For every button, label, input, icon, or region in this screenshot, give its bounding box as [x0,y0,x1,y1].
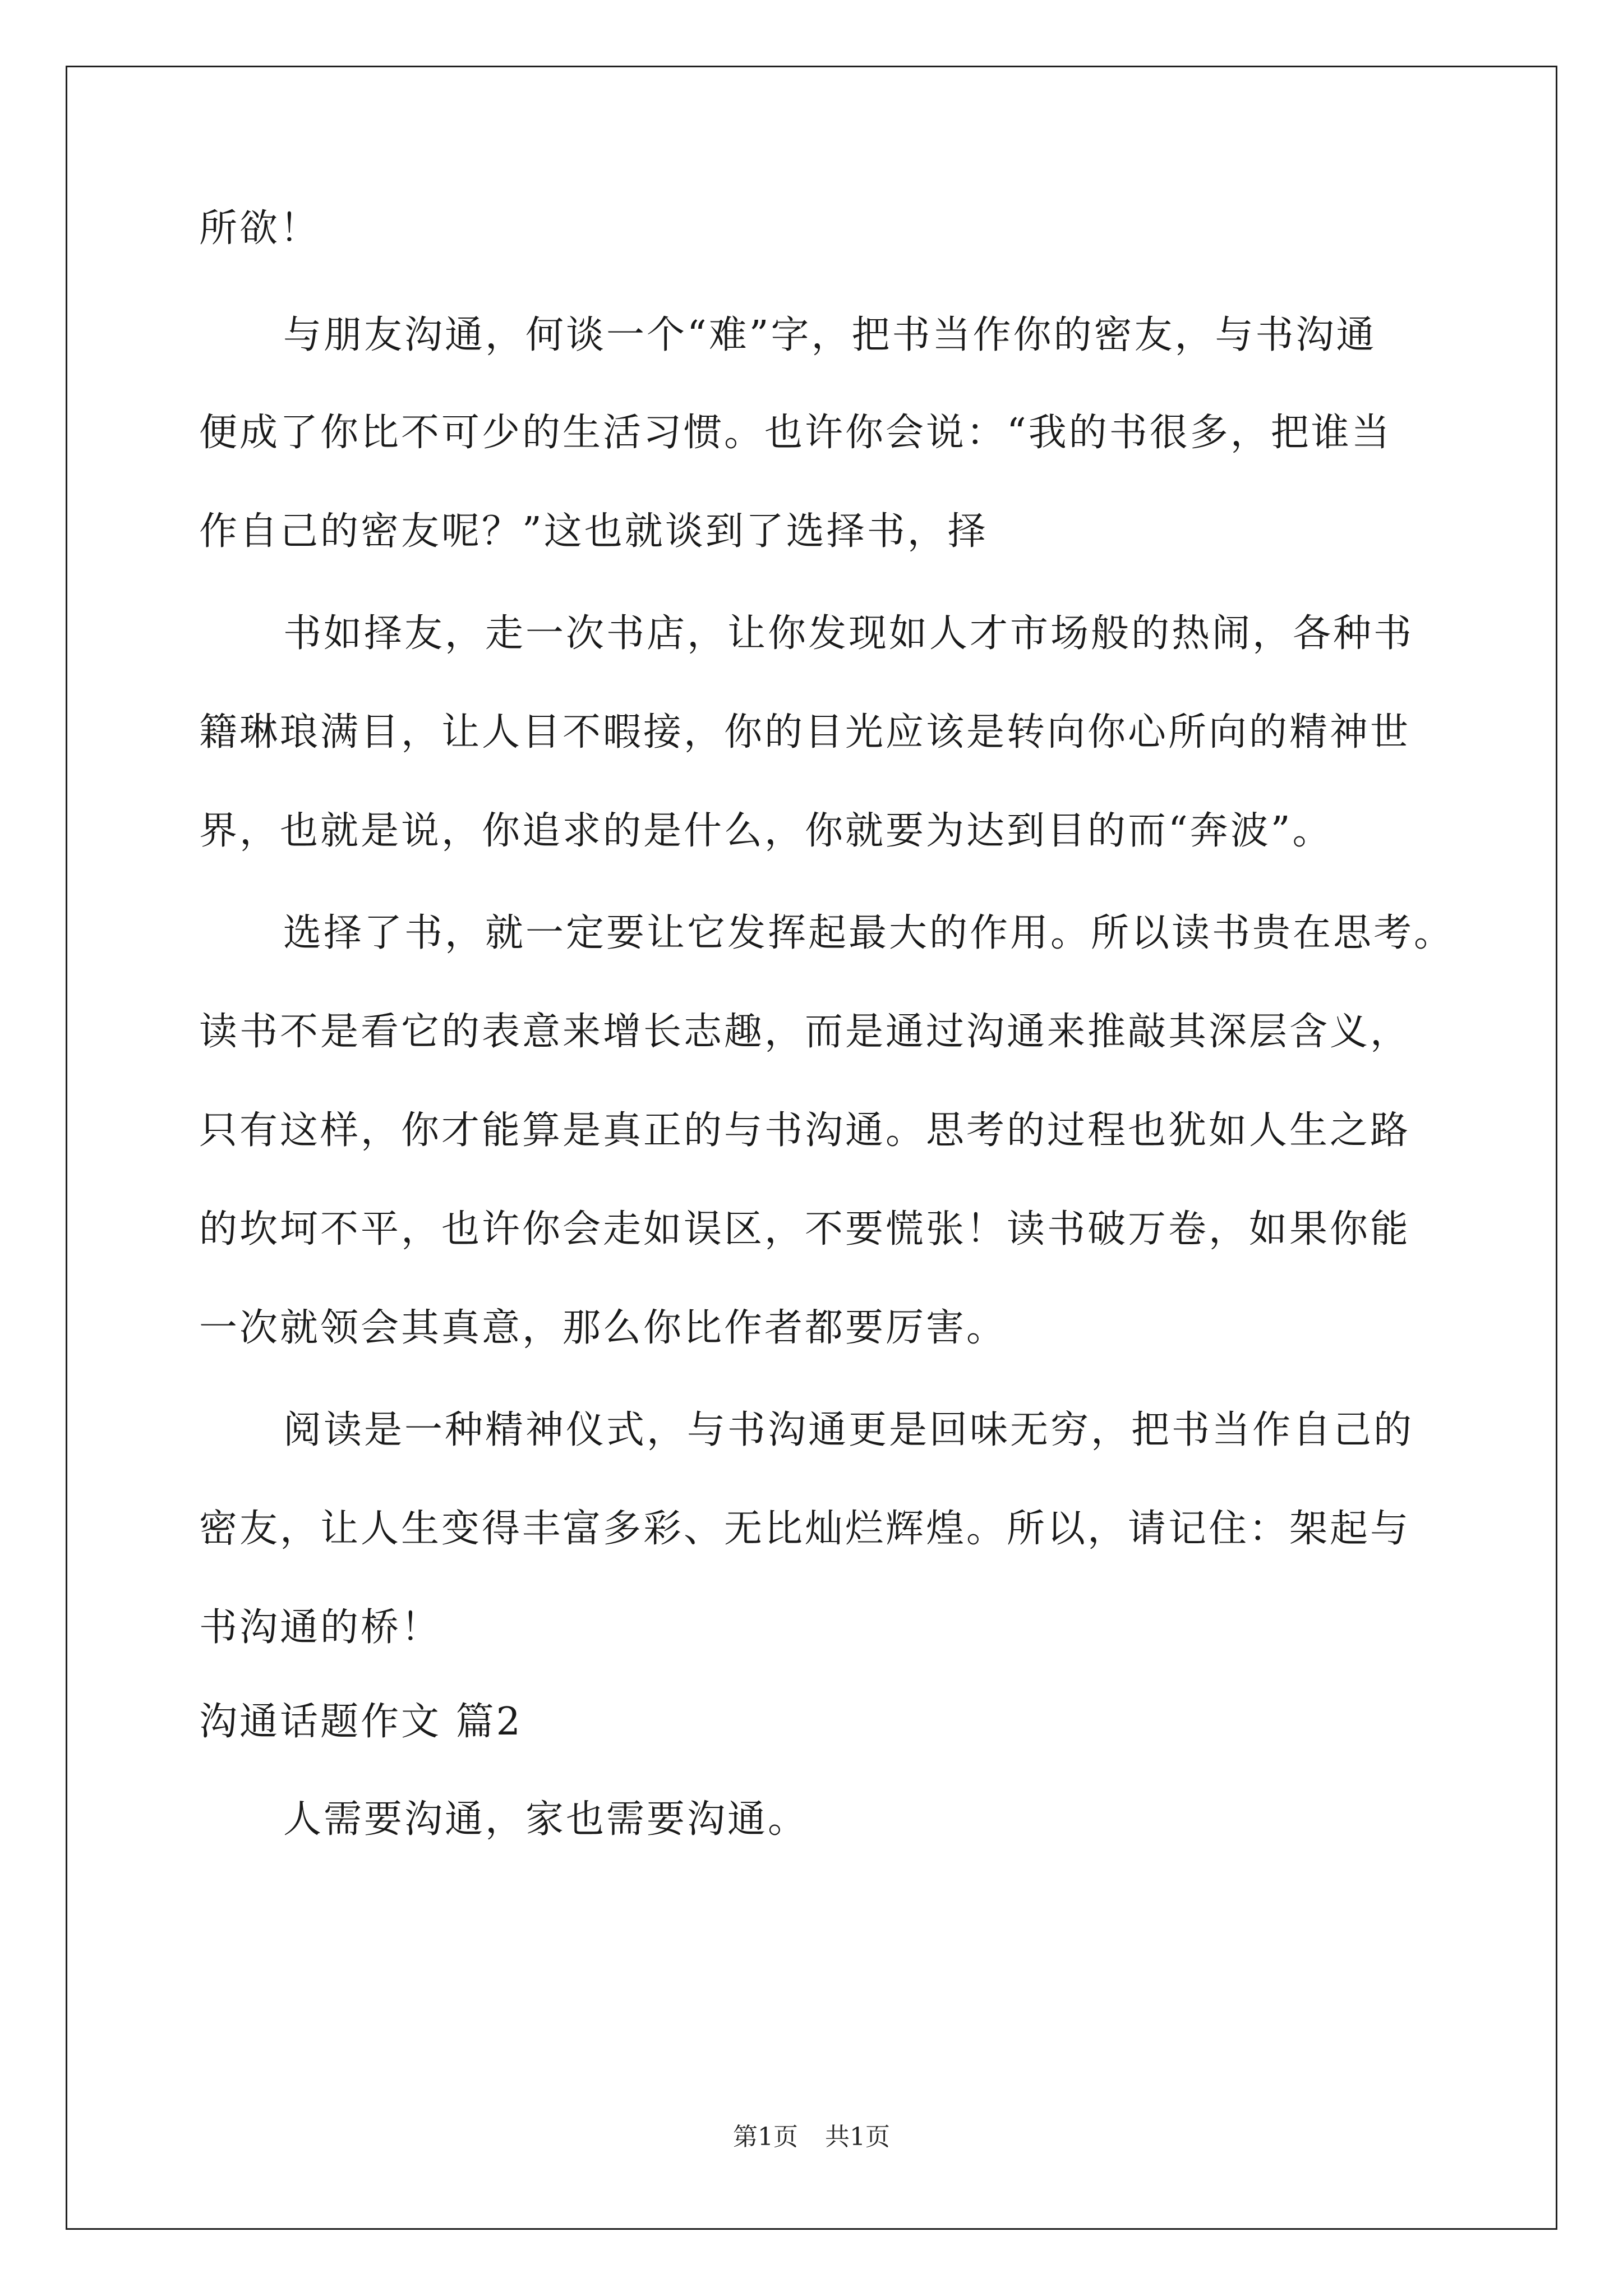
text-line-13 [199,1404,1467,1457]
text-line-8 [199,907,1467,960]
text-line-3: 便成了你比不可少的生活习惯。也许你会说：“我的书很多，把谁当 [199,411,1392,455]
document-body [199,202,1467,1847]
page-number-current: 第1页 [733,2123,798,2151]
paragraph-text: 与朋友沟通，何谈一个“难”字，把书当作你的密友，与书沟通 [283,313,1377,357]
page-number-total: 共1页 [825,2123,890,2151]
text-line-17 [199,1793,1467,1847]
page-footer [0,2120,1623,2154]
text-line-6: 籍琳琅满目，让人目不暇接，你的目光应该是转向你心所向的精神世 [199,710,1411,754]
text-line-7: 界，也就是说，你追求的是什么，你就要为达到目的而“奔波”。 [199,809,1333,853]
text-line-10: 只有这样，你才能算是真正的与书沟通。思考的过程也犹如人生之路 [199,1108,1411,1153]
paragraph-text: 选择了书，就一定要让它发挥起最大的作用。所以读书贵在思考。 [283,911,1455,955]
paragraph-text: 书如择友，走一次书店，让你发现如人才市场般的热闹，各种书 [283,611,1414,656]
text-line-11: 的坎坷不平，也许你会走如误区，不要慌张！读书破万卷，如果你能 [199,1207,1411,1251]
text-line-2 [199,309,1467,362]
text-line-4: 作自己的密友呢？”这也就谈到了选择书，择 [199,509,988,554]
text-line-9: 读书不是看它的表意来增长志趣，而是通过沟通来推敲其深层含义， [199,1010,1411,1054]
paragraph-text: 阅读是一种精神仪式，与书沟通更是回味无穷，把书当作自己的 [283,1408,1414,1452]
section-heading: 沟通话题作文 篇2 [199,1700,523,1744]
text-line-14: 密友，让人生变得丰富多彩、无比灿烂辉煌。所以，请记住：架起与 [199,1507,1411,1551]
paragraph-text: 人需要沟通，家也需要沟通。 [283,1797,809,1842]
text-line-15: 书沟通的桥！ [199,1605,442,1650]
text-line-1: 所欲！ [199,206,321,251]
text-line-12: 一次就领会其真意，那么你比作者都要厉害。 [199,1306,1007,1350]
text-line-5 [199,607,1467,661]
